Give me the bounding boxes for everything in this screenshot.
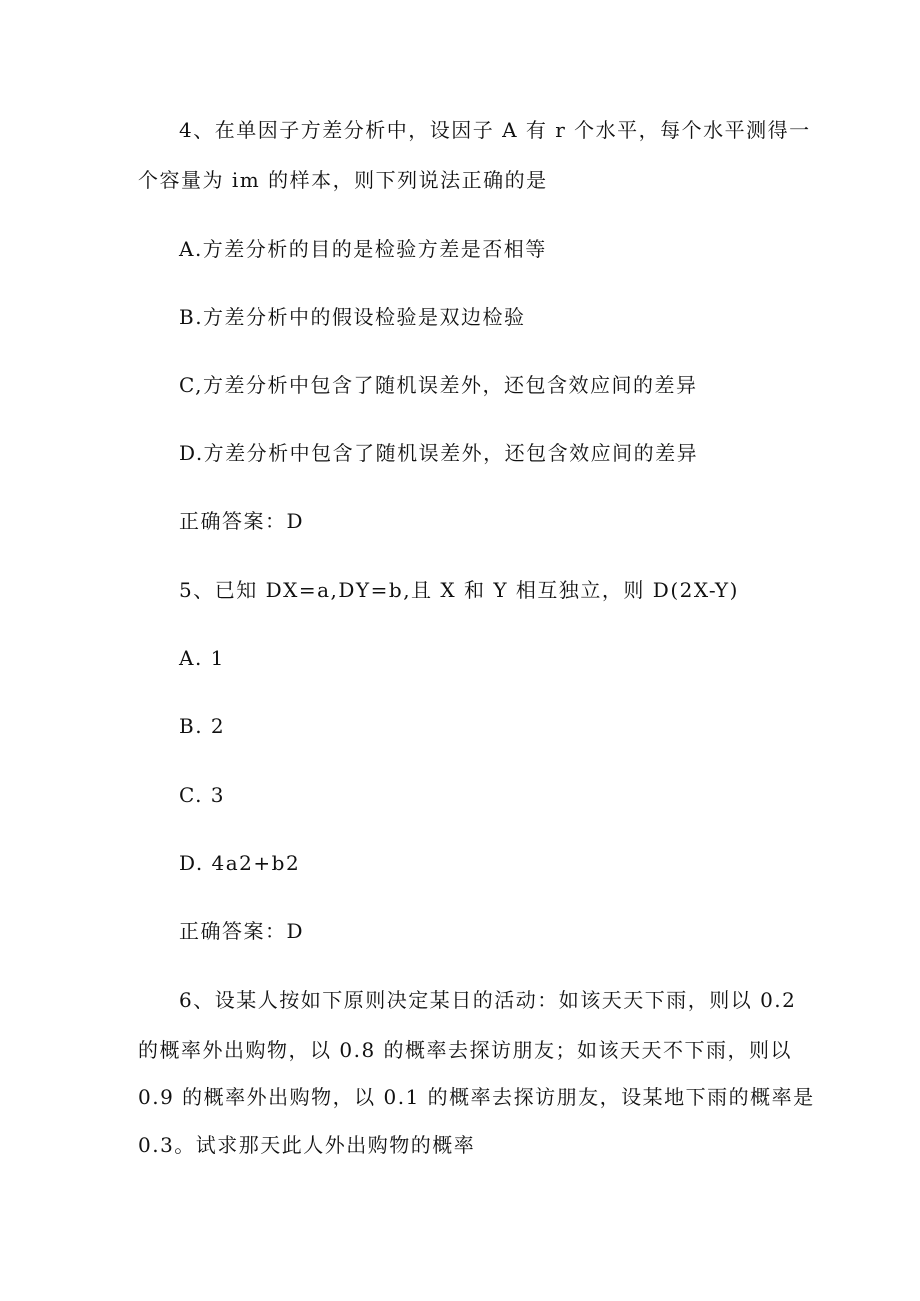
question-5-option-a: A. 1 bbox=[179, 646, 225, 670]
question-4-stem-line-1: 4、在单因子方差分析中，设因子 A 有 r 个水平，每个水平测得一 bbox=[179, 118, 811, 142]
question-4-option-d: D.方差分析中包含了随机误差外，还包含效应间的差异 bbox=[179, 441, 699, 465]
question-6-stem-line-4: 0.3。试求那天此人外出购物的概率 bbox=[138, 1133, 476, 1157]
question-4-stem-line-2: 个容量为 im 的样本，则下列说法正确的是 bbox=[138, 168, 548, 192]
question-5-option-b: B. 2 bbox=[179, 714, 226, 738]
question-4-option-c: C,方差分析中包含了随机误差外，还包含效应间的差异 bbox=[179, 373, 698, 397]
question-5-option-d: D. 4a2+b2 bbox=[179, 851, 301, 875]
question-5-answer: 正确答案：D bbox=[179, 919, 305, 943]
question-6-stem-line-2: 的概率外出购物，以 0.8 的概率去探访朋友；如该天天不下雨，则以 bbox=[138, 1038, 793, 1062]
question-5-option-c: C. 3 bbox=[179, 783, 226, 807]
question-6-stem-line-1: 6、设某人按如下原则决定某日的活动：如该天天下雨，则以 0.2 bbox=[179, 988, 797, 1012]
question-6-stem-line-3: 0.9 的概率外出购物，以 0.1 的概率去探访朋友，设某地下雨的概率是 bbox=[138, 1085, 815, 1109]
question-4-answer: 正确答案：D bbox=[179, 509, 305, 533]
question-4-option-b: B.方差分析中的假设检验是双边检验 bbox=[179, 305, 526, 329]
question-5-stem: 5、已知 DX=a,DY=b,且 X 和 Y 相互独立，则 D(2X-Y) bbox=[179, 578, 739, 602]
question-4-option-a: A.方差分析的目的是检验方差是否相等 bbox=[179, 237, 547, 261]
